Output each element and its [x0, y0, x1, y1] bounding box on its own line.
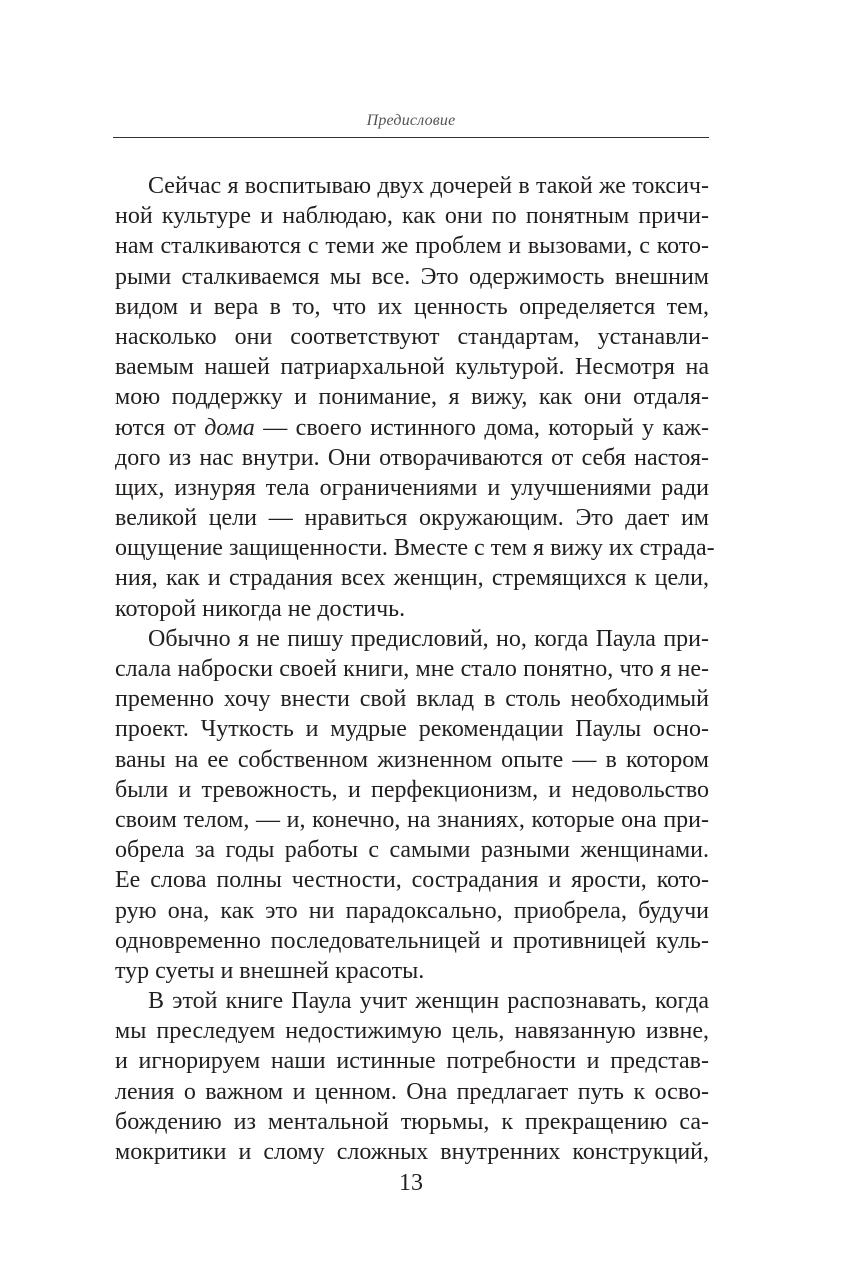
text-line: ощущение защищенности. Вместе с тем я вижу их страда-	[115, 535, 715, 562]
text-line: ния, как и страдания всех женщин, стремящихся к цели,	[115, 565, 709, 592]
text-line: рую она, как это ни парадоксально, приобрела, будучи	[115, 897, 709, 924]
text-line: дого из нас внутри. Они отворачиваются от себя настоя-	[115, 444, 709, 471]
text-line-with-emphasis	[115, 413, 709, 443]
text-line: ваемым нашей патриархальной культурой. Несмотря на	[115, 354, 709, 381]
text-line: одновременно последовательницей и противницей куль-	[115, 927, 709, 954]
text-line: обрела за годы работы с самыми разными женщинами.	[115, 837, 709, 864]
text-line: нам сталкиваются с теми же проблем и вызовами, с кото-	[115, 233, 709, 260]
header-rule	[113, 137, 709, 138]
text-line: проект. Чуткость и мудрые рекомендации Паулы осно-	[115, 716, 709, 743]
text-segment: ются от	[115, 414, 205, 441]
page-number: 13	[399, 1170, 423, 1196]
paragraph-2	[115, 624, 709, 986]
text-line: пременно хочу внести свой вклад в столь необходимый	[115, 686, 709, 713]
text-line: мы преследуем недостижимую цель, навязанную извне,	[115, 1018, 709, 1045]
text-line: своим телом, — и, конечно, на знаниях, которые она при-	[115, 806, 709, 833]
text-line: Обычно я не пишу предисловий, но, когда Паула при-	[148, 625, 709, 652]
text-line: насколько они соответствуют стандартам, устанавли-	[115, 323, 709, 350]
text-line: рыми сталкиваемся мы все. Это одержимость внешним	[115, 263, 709, 290]
emphasis-word: дома	[204, 414, 255, 441]
body-text	[115, 171, 715, 1167]
text-line: тур суеты и внешней красоты.	[115, 957, 425, 984]
text-line: В этой книге Паула учит женщин распознавать, когда	[148, 988, 709, 1015]
text-line: щих, изнуряя тела ограничениями и улучшениями ради	[115, 474, 709, 501]
text-line: мокритики и слому сложных внутренних конструкций,	[115, 1139, 709, 1165]
paragraph-1	[115, 171, 715, 624]
text-line: слала наброски своей книги, мне стало понятно, что я не-	[115, 656, 709, 682]
text-line: видом и вера в то, что их ценность определяется тем,	[115, 293, 709, 320]
text-segment: — своего истинного дома, который у каж-	[254, 414, 709, 441]
text-line: которой никогда не достичь.	[115, 595, 406, 622]
text-line: Сейчас я воспитываю двух дочерей в такой же токсич-	[148, 173, 709, 199]
text-line: и игнорируем наши истинные потребности и представ-	[115, 1048, 709, 1075]
text-line: ной культуре и наблюдаю, как они по понятным причи-	[115, 203, 709, 230]
text-line: Ее слова полны честности, сострадания и ярости, кото-	[115, 867, 709, 894]
text-line: великой цели — нравиться окружающим. Это дает им	[115, 505, 709, 532]
running-head: Предисловие	[366, 112, 456, 129]
paragraph-3	[115, 986, 709, 1167]
text-line: бождению из ментальной тюрьмы, к прекращению са-	[115, 1108, 709, 1135]
text-line: мою поддержку и понимание, я вижу, как они отдаля-	[115, 384, 709, 411]
text-line: были и тревожность, и перфекционизм, и недовольство	[115, 776, 709, 803]
text-line: ваны на ее собственном жизненном опыте — в котором	[115, 746, 709, 773]
text-line: ления о важном и ценном. Она предлагает путь к осво-	[115, 1078, 709, 1105]
